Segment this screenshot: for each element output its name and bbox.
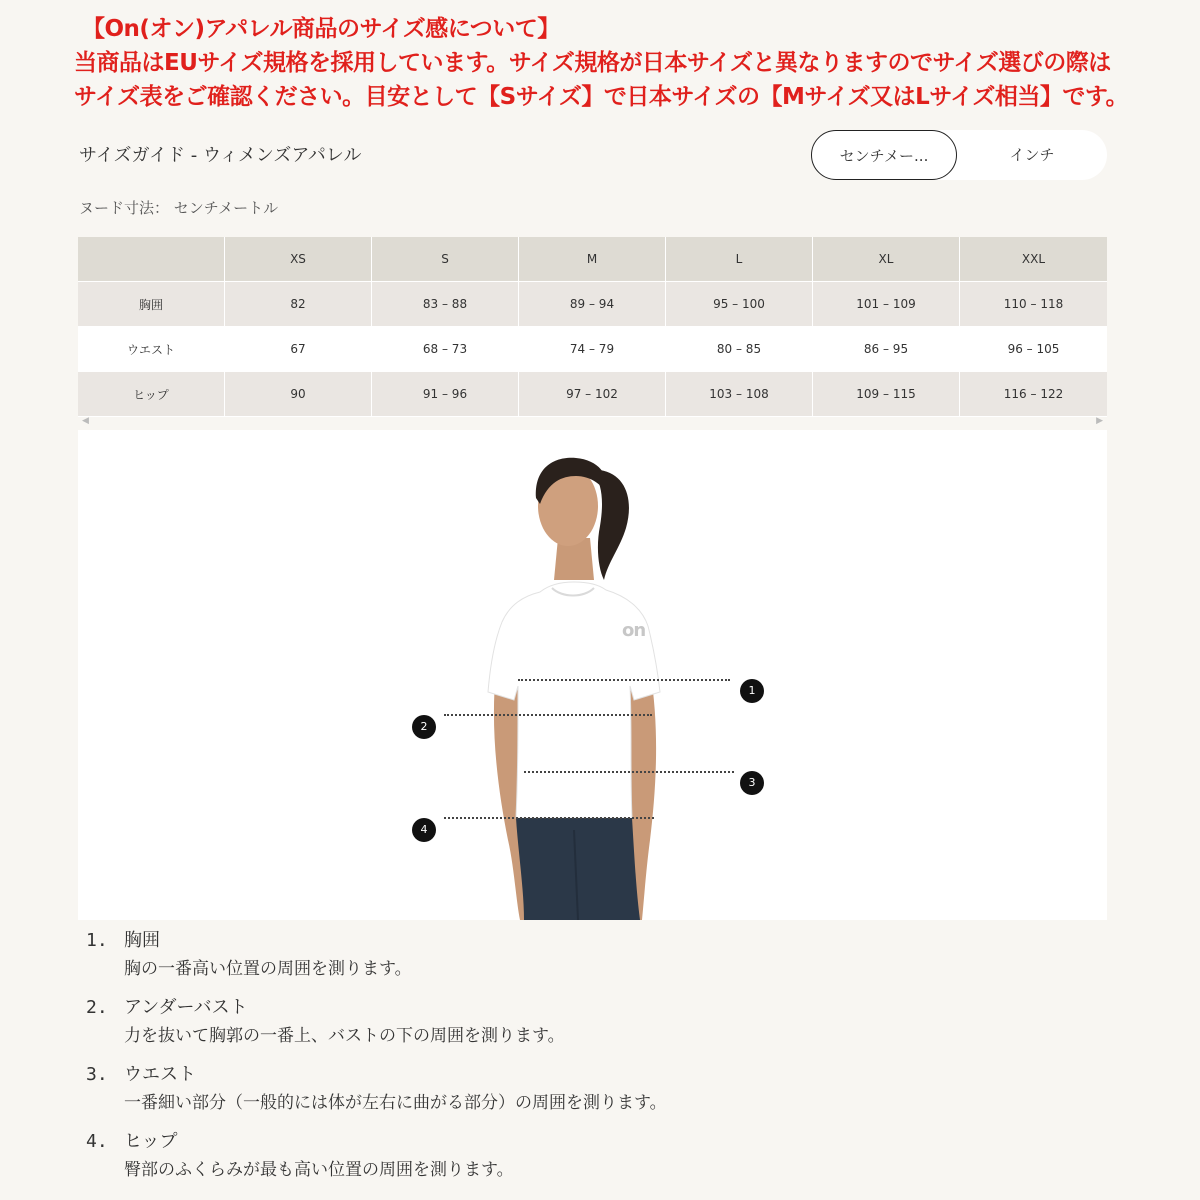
item-description: 臀部のふくらみが最も高い位置の周囲を測ります。 — [124, 1160, 514, 1180]
measurement-line-chest — [518, 679, 730, 681]
table-horizontal-scrollbar[interactable] — [78, 418, 1107, 428]
table-cell: 91 – 96 — [372, 372, 519, 417]
table-cell: 67 — [225, 327, 372, 372]
measurement-line-waist — [524, 771, 734, 773]
row-label: 胸囲 — [78, 282, 225, 327]
scroll-right-arrow-icon[interactable]: ▶ — [1096, 416, 1103, 426]
size-table — [78, 237, 1107, 417]
marker-4-icon: 4 — [412, 818, 436, 842]
table-cell: 95 – 100 — [666, 282, 813, 327]
notice-line-1: 当商品はEUサイズ規格を採用しています。サイズ規格が日本サイズと異なりますのでサイズ選びの際は — [74, 50, 1111, 76]
size-notice — [74, 12, 1194, 114]
table-row-hip — [78, 372, 1107, 417]
measurement-figure — [78, 430, 1107, 920]
header-size-xl: XL — [813, 237, 960, 282]
notice-title: 【On(オン)アパレル商品のサイズ感について】 — [82, 16, 560, 42]
table-cell: 86 – 95 — [813, 327, 960, 372]
unit-toggle — [811, 130, 1107, 180]
marker-1-icon: 1 — [740, 679, 764, 703]
item-description: 胸の一番高い位置の周囲を測ります。 — [124, 959, 412, 979]
header-size-m: M — [519, 237, 666, 282]
table-cell: 97 – 102 — [519, 372, 666, 417]
measurement-line-hip — [444, 817, 654, 819]
item-number: 4. — [86, 1131, 108, 1152]
item-description: 力を抜いて胸郭の一番上、バストの下の周囲を測ります。 — [124, 1026, 565, 1046]
item-number: 1. — [86, 930, 108, 951]
table-cell: 96 – 105 — [960, 327, 1107, 372]
table-cell: 82 — [225, 282, 372, 327]
table-cell: 90 — [225, 372, 372, 417]
list-item — [86, 926, 1086, 984]
table-cell: 74 – 79 — [519, 327, 666, 372]
item-number: 2. — [86, 997, 108, 1018]
list-item — [86, 1127, 1086, 1185]
model-illustration — [78, 430, 1107, 920]
table-row-waist — [78, 327, 1107, 372]
item-name: ヒップ — [124, 1131, 178, 1152]
table-cell: 116 – 122 — [960, 372, 1107, 417]
item-name: ウエスト — [124, 1064, 196, 1085]
table-cell: 101 – 109 — [813, 282, 960, 327]
item-description: 一番細い部分（一般的には体が左右に曲がる部分）の周囲を測ります。 — [124, 1093, 667, 1113]
shirt-logo: on — [622, 620, 646, 641]
table-cell: 89 – 94 — [519, 282, 666, 327]
item-name: アンダーバスト — [124, 997, 248, 1018]
table-cell: 103 – 108 — [666, 372, 813, 417]
list-item — [86, 993, 1086, 1051]
marker-2-icon: 2 — [412, 715, 436, 739]
marker-3-icon: 3 — [740, 771, 764, 795]
measurement-line-underbust — [444, 714, 652, 716]
item-name: 胸囲 — [124, 930, 160, 951]
table-cell: 110 – 118 — [960, 282, 1107, 327]
header-size-xs: XS — [225, 237, 372, 282]
header-size-l: L — [666, 237, 813, 282]
notice-line-2: サイズ表をご確認ください。目安として【Sサイズ】で日本サイズの【Mサイズ又はLサイズ相当】です。 — [74, 84, 1129, 110]
table-cell: 109 – 115 — [813, 372, 960, 417]
table-row-chest — [78, 282, 1107, 327]
table-cell: 68 – 73 — [372, 327, 519, 372]
list-item — [86, 1060, 1086, 1118]
header-size-xxl: XXL — [960, 237, 1107, 282]
measurement-instructions — [86, 926, 1086, 1194]
row-label: ヒップ — [78, 372, 225, 417]
unit-option-inch[interactable]: インチ — [1009, 146, 1055, 164]
table-cell: 83 – 88 — [372, 282, 519, 327]
item-number: 3. — [86, 1064, 108, 1085]
header-corner-cell — [78, 237, 225, 282]
header-size-s: S — [372, 237, 519, 282]
row-label: ウエスト — [78, 327, 225, 372]
table-cell: 80 – 85 — [666, 327, 813, 372]
nude-measurement-label: ヌード寸法： センチメートル — [79, 199, 279, 217]
size-header-row — [78, 237, 1107, 282]
scroll-left-arrow-icon[interactable]: ◀ — [82, 416, 89, 426]
unit-option-centimeter[interactable]: センチメー... — [811, 130, 957, 180]
size-guide-title: サイズガイド - ウィメンズアパレル — [79, 145, 362, 166]
